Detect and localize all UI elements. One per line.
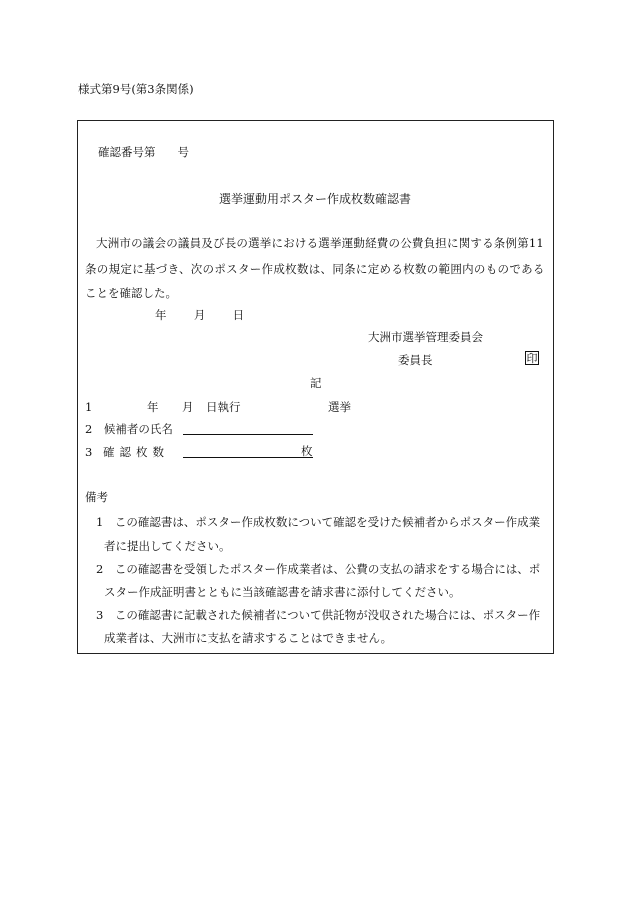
confirmation-number-prefix: 確認番号第 [98, 145, 156, 159]
item-1-month: 月 [182, 400, 194, 414]
date-year: 年 [155, 308, 167, 322]
body-line-3: ことを確認した。 [85, 286, 177, 300]
note-1-line-1: 1 この確認書は、ポスター作成枚数について確認を受けた候補者からポスター作成業 [96, 515, 541, 529]
chair-title: 委員長 [398, 353, 433, 367]
item-1-year: 年 [147, 400, 159, 414]
date-month: 月 [193, 308, 206, 322]
date-day: 日 [232, 308, 245, 322]
item-2-label: 2 候補者の氏名 [85, 422, 173, 436]
note-2-line-2: スター作成証明書とともに当該確認書を請求書に添付してください。 [104, 585, 461, 599]
note-1-line-2: 者に提出してください。 [104, 539, 231, 553]
ki-heading: 記 [310, 376, 322, 390]
body-line-1: 大洲市の議会の議員及び長の選挙における選挙運動経費の公費負担に関する条例第11 [96, 236, 544, 250]
document-title: 選挙運動用ポスター作成枚数確認書 [218, 192, 411, 206]
item-1-election: 選挙 [328, 400, 351, 414]
notes-heading: 備考 [85, 490, 108, 504]
confirmation-number [98, 147, 189, 159]
note-3-line-2: 成業者は、大洲市に支払を請求することはできません。 [104, 631, 393, 645]
body-line-2: 条の規定に基づき、次のポスター作成枚数は、同条に定める枚数の範囲内のものである [85, 262, 545, 276]
note-3-line-1: 3 この確認書に記載された候補者について供託物が没収された場合には、ポスター作 [96, 608, 541, 622]
item-3-label: 確認枚数 [103, 445, 169, 459]
date-line [155, 310, 244, 322]
count-unit: 枚 [301, 444, 313, 458]
seal-mark: 印 [526, 352, 538, 365]
note-2-line-1: 2 この確認書を受領したポスター作成業者は、公費の支払の請求をする場合には、ポ [96, 562, 541, 576]
confirmation-number-suffix: 号 [177, 145, 189, 159]
committee-name: 大洲市選挙管理委員会 [368, 330, 483, 344]
form-identifier: 様式第9号(第3条関係) [78, 82, 194, 96]
item-1-day: 日執行 [206, 400, 241, 414]
confirmed-count-field[interactable] [183, 457, 313, 458]
item-3-number: 3 [85, 445, 93, 459]
item-1-number: 1 [85, 400, 93, 414]
candidate-name-field[interactable] [183, 434, 313, 435]
